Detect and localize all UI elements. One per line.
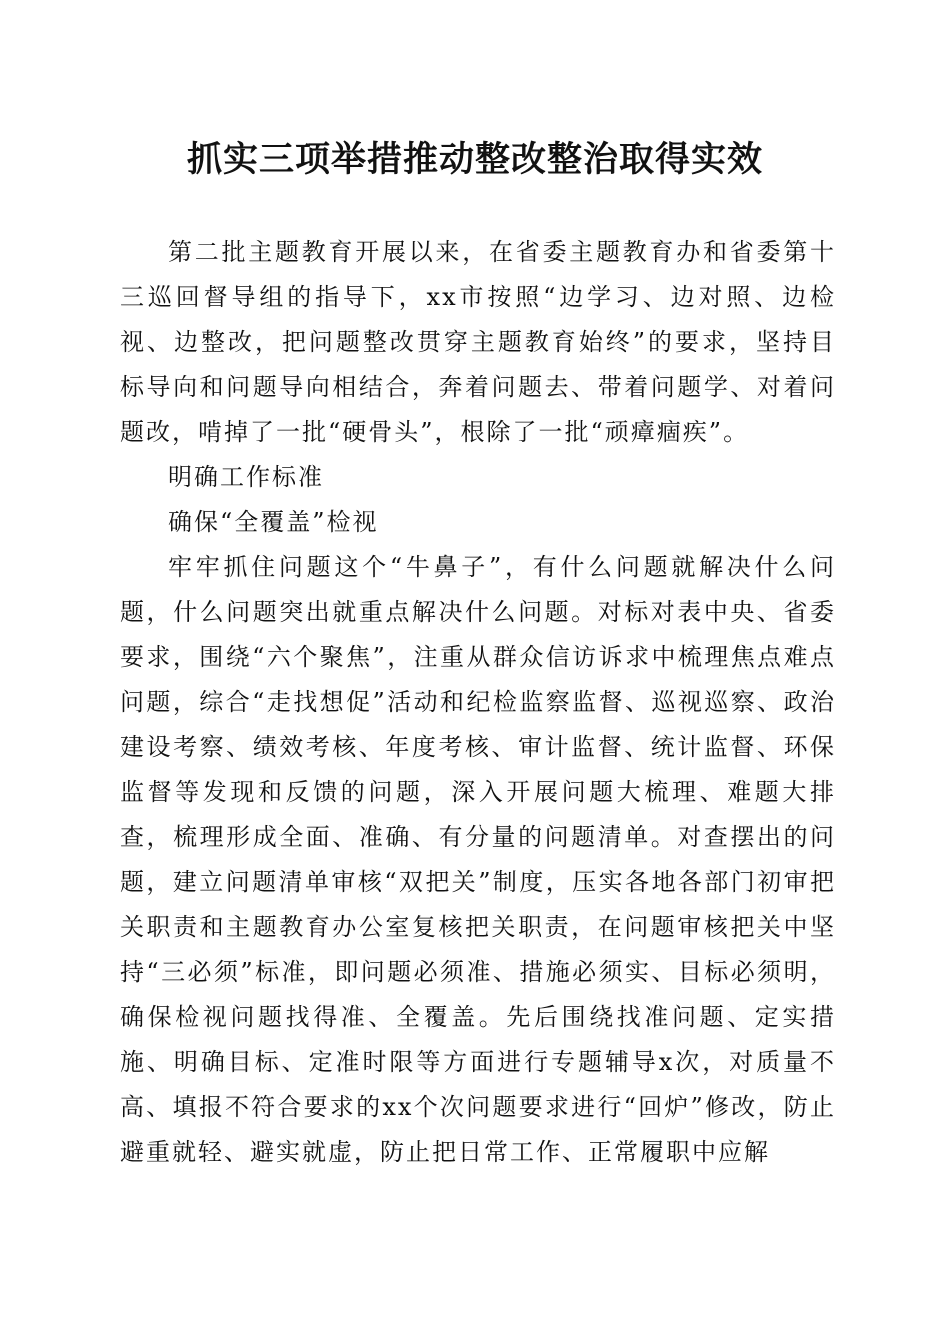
subsection-heading: 确保“全覆盖”检视 [168, 508, 379, 536]
section-heading: 明确工作标准 [168, 463, 324, 491]
document-title: 抓实三项举措推动整改整治取得实效 [186, 139, 763, 180]
intro-paragraph: 第二批主题教育开展以来，在省委主题教育办和省委第十三巡回督导组的指导下，xx市按照“边学习、边对照、边检视、边整改，把问题整改贯穿主题教育始终”的要求，坚持目标导向和问题导向相结合，奔着问题去、带着问题学、对着问题改，啃掉了一批“硬骨头”，根除了一批“顽瘴痼疾”。 [120, 238, 836, 446]
body-paragraph: 牢牢抓住问题这个“牛鼻子”，有什么问题就解决什么问题，什么问题突出就重点解决什么问题。对标对表中央、省委要求，围绕“六个聚焦”，注重从群众信访诉求中梳理焦点难点问题，综合“走找想促”活动和纪检监察监督、巡视巡察、政治建设考察、绩效考核、年度考核、审计监督、统计监督、环保监督等发现和反馈的问题，深入开展问题大梳理、难题大排查，梳理形成全面、准确、有分量的问题清单。对查摆出的问题，建立问题清单审核“双把关”制度，压实各地各部门初审把关职责和主题教育办公室复核把关职责，在问题审核把关中坚持“三必须”标准，即问题必须准、措施必须实、目标必须明，确保检视问题找得准、全覆盖。先后围绕找准问题、定实措施、明确目标、定准时限等方面进行专题辅导x次，对质量不高、填报不符合要求的xx个次问题要求进行“回炉”修改，防止避重就轻、避实就虚，防止把日常工作、正常履职中应解 [120, 553, 836, 1166]
document-body [120, 230, 836, 1175]
